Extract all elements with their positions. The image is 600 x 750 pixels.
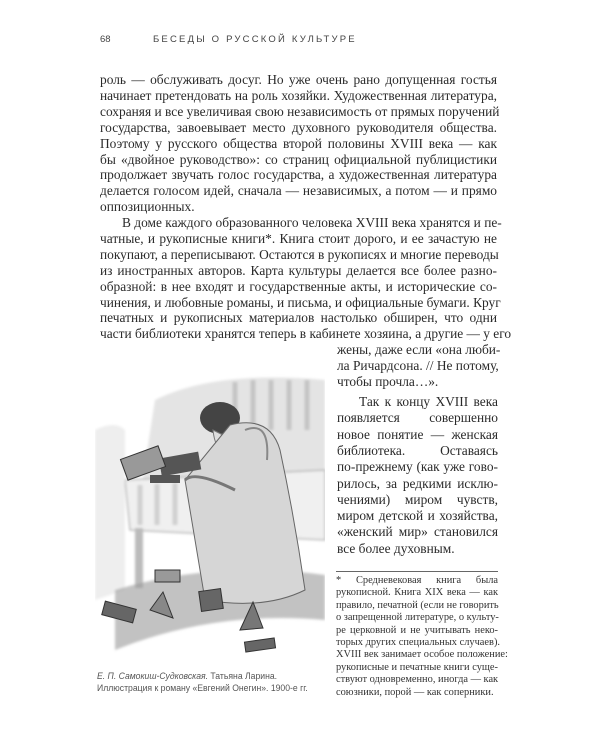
- text-line: Так к концу XVIII века: [359, 394, 498, 409]
- text-line: В доме каждого образованного человека XVIII века хранятся и пе-: [122, 215, 502, 230]
- text-line: государства, завоевывает место духовного руководителя общества.: [100, 119, 497, 135]
- text-line: Поэтому у русского общества второй половины XVIII века — как: [100, 135, 497, 151]
- text-line: образной: в нее входят и государственные акты, и исторические со-: [100, 278, 497, 294]
- text-line: по-прежнему (как уже гово-: [337, 459, 498, 475]
- text-line: союзники, порой — как соперники.: [336, 686, 494, 698]
- text-line: роль — обслуживать досуг. Но уже очень рано допущенная гостья: [100, 72, 497, 87]
- text-line: рукописной. Книга XIX века — как: [336, 587, 498, 599]
- text-line: продолжает звучать голос государства, а художественная литература: [100, 167, 497, 183]
- text-line: из иностранных авторов. Карта культуры делается все более разно-: [100, 262, 497, 278]
- text-line: все более духовным.: [337, 540, 455, 556]
- text-line: делается голосом идей, сначала — независимых, а потом — и прямо: [100, 183, 497, 199]
- text-line: жены, даже если «она люби-: [337, 342, 501, 357]
- text-line: о запрещенной литературе, о культу-: [336, 612, 499, 624]
- caption-line-2: Иллюстрация к роману «Евгений Онегин». 1900-е гг.: [97, 683, 308, 694]
- text-line: ре церковной и не учитывать неко-: [336, 624, 498, 636]
- text-line: чатные, и рукописные книги*. Книга стоит дорого, и ее зачастую не: [100, 230, 497, 246]
- text-line: печатных и рукописных материалов настолько обширен, что одни: [100, 310, 497, 326]
- text-line: миром детской и хозяйства,: [337, 508, 498, 524]
- text-line: ла Ричардсона. // Не потому,: [337, 357, 499, 373]
- text-line: чениями) миром чувств,: [337, 491, 498, 507]
- text-line: покупают, а переписывают. Остаются в рукописях и многие переводы: [100, 246, 499, 262]
- text-line: * Средневековая книга была: [336, 575, 498, 586]
- text-line: чинения, и любовные романы, и письма, и официальные бумаги. Круг: [100, 294, 501, 310]
- text-line: части библиотеки хранятся теперь в кабинете хозяина, а другие — у его: [100, 326, 512, 342]
- text-line: появляется совершенно: [337, 410, 498, 426]
- text-line: XVIII век занимает особое положение:: [336, 649, 508, 661]
- page-number: 68: [100, 34, 111, 45]
- text-line: сохраняя и все увеличивая свою независимость от прямых поручений: [100, 103, 500, 119]
- text-line: библиотека. Оставаясь: [337, 442, 498, 458]
- text-line: бы «двойное руководство»: со страниц официальной публицистики: [100, 151, 497, 167]
- text-line: правило, печатной (если не говорить: [336, 599, 499, 611]
- text-line: чтобы прочла…».: [337, 373, 439, 389]
- caption-author: Е. П. Самокиш-Судковская.: [97, 671, 209, 682]
- illustration-tatiana-larina: [95, 360, 325, 660]
- text-line: торых других специальных случаев).: [336, 637, 500, 648]
- illustration-caption: [97, 671, 277, 682]
- running-title: БЕСЕДЫ О РУССКОЙ КУЛЬТУРЕ: [153, 34, 357, 45]
- text-line: начинает претендовать на роль хозяйки. Художественная литература,: [100, 87, 497, 103]
- footnote-divider: [336, 571, 498, 572]
- text-line: новое понятие — женская: [337, 426, 498, 442]
- text-line: рилось, за редкими исклю-: [337, 475, 498, 491]
- text-line: «женский мир» становился: [337, 524, 498, 540]
- text-line: оппозиционных.: [100, 199, 195, 215]
- text-line: рукописные и печатные книги суще-: [336, 661, 498, 673]
- caption-title: Татьяна Ларина.: [208, 671, 278, 682]
- text-line: ствуют одновременно, иногда — как: [336, 674, 499, 686]
